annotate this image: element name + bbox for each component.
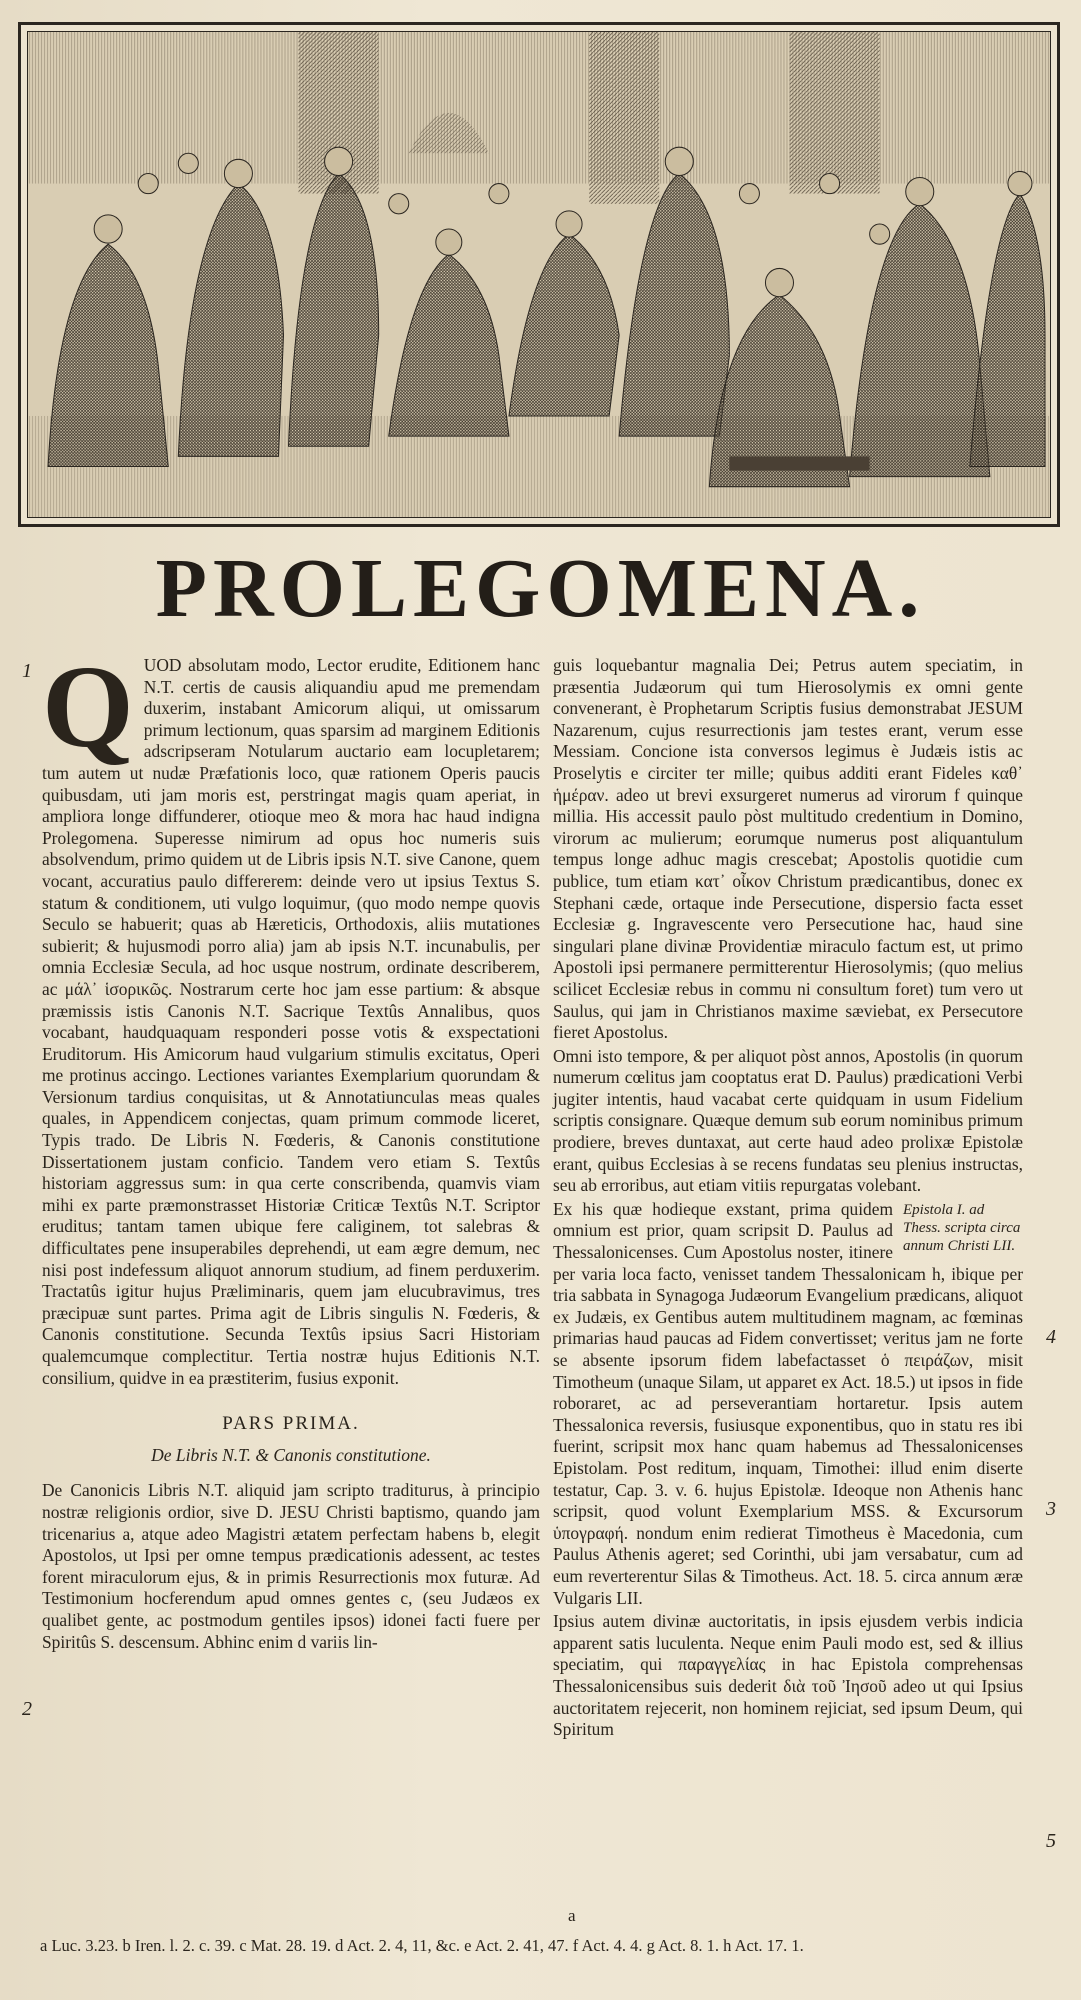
engraving-image [27,31,1051,518]
paragraph-thessalonians: Ex his quæ hodieque exstant, prima quidem omnium est prior, quam scripsit D. Paulus ad Thessalonicenses. Cum Apostolus noster, itinere per varia loca facto, venisset tandem Thessalonicam h, ibique per tria sabbata in Synagoga Judæorum Evangelium prædicans, aliquot ex Judæis, ex Gentibus autem multitudinem magnam, ac fœminas primarias haud paucas ad Fidem convertisset; veritus jam ne forte se absente ipsorum fidem labefactasset ὁ πειράζων, misit Timotheum (unaque Silam, ut apparet ex Act. 18.5.) ut ipsos in fide roboraret, ac ad perseverantiam hortaretur. Ipsis autem Thessalonica reversis, fusiusque exponentibus, quo in statu res ibi fuerint, scripsit mox hanc quam habemus ad Thessalonicenses Epistolam. Post reditum, inquam, Timothei: illud enim diserte testatur, Cap. 3. v. 6. hujus Epistolæ. Ideoque non Athenis hanc scripsit, quod volunt Exemplarium MSS. & Excursorum ὑπογραφή. nondum enim redierat Timotheus è Macedonia, cum Paulus Athenis ageret; sed Corinthi, ubi jam versabatur, cum ad eum reverterentur Silas & Timotheus. Act. 18. 5. circa annum æræ Vulgaris LII. [553,1198,1023,1608]
margin-number-5: 5 [1046,1830,1056,1852]
margin-number-2: 2 [22,1698,32,1720]
section-subheading: De Libris N.T. & Canonis constitutione. [151,1444,431,1465]
margin-number-1: 1 [22,660,32,682]
margin-number-3: 3 [1046,1498,1056,1520]
paragraph-authority: Ipsius autem divinæ auctoritatis, in ipsis ejusdem verbis indicia apparent satis luculenta. Neque enim Pauli modo est, sed & illius speciatim, qui παραγγελίας in hac Epistola comprehensas Thessalonicensibus suis dederit διὰ τοῦ Ἰησοῦ adeo ut qui Ipsius auctoritatem rejecerit, non hominem rejiciat, sed ipsum Deum, qui Spiritum [553,1611,1023,1740]
footnotes: a Luc. 3.23. b Iren. l. 2. c. 39. c Mat. 28. 19. d Act. 2. 4, 11, &c. e Act. 2. 41, 47. f Act. 4. 4. g Act. 8. 1. h Act. 17. 1. [40,1936,804,1955]
engraving-illustration [28,32,1050,517]
paragraph-intro-text: UOD absolutam modo, Lector erudite, Editionem hanc N.T. certis de causis aliquandiu apud me premendam duxerim, instabant Amicorum aliqui, ut omissarum primum lectionum, quas sparsim ad marginem Editionis adscripseram Notularum auctario eam locupletarem; tum autem ut nudæ Præfationis loco, quæ rationem Operis paucis quibusdam, uti jam moris est, perstringat magis quam aperiat, in ampliora longe diffunderer, otioque meo & mora hac haud indigna Prolegomena. Superesse nimirum ad opus hoc numeris suis absolvendum, primo quidem ut de Libris ipsis N.T. sive Canone, quem vocant, accuratius paulo differerem: deinde vero ut ipsius Textus S. statum & conditionem, uti vulgo loquimur, (quo modo nempe quovis Seculo se habuerit; quas ab Hæreticis, Orthodoxis, aliis mutationes subierit; & hujusmodi porro alia) jam ab ipsis N.T. incunabulis, per omnia Ecclesiæ Secula, ad hoc usque nostrum, ordinate describerem, ac μάλ᾽ ἱσορικῶς. Nostrarum certe hoc jam esse partium: & absque præmissis istis Canonis N.T. Sacrique Textûs Annalibus, quos vocabant, haudquaquam responderi posse votis & exspectationi Eruditorum. His Amicorum haud vulgarium stimulis excitatus, Operi me protinus accingo. Lectiones variantes Exemplarium quorundam & Versionum tardius conquisitas, ut & Annotatiunculas meas quales quales, in Appendicem conjectas, quam primum commode liceret, Typis trado. De Libris N. Fœderis, & Canonis constitutione Dissertationem justam conficio. Tandem vero etiam S. Textûs historiam aggressus sum: in qua certe conscribenda, quamvis viam mihi ex parte præmonstrasset Historiæ Criticæ Textûs N.T. Scriptor eruditus; tantam tamen ubique fere caliginem, tot salebras & difficultates pene insuperabiles deprehendi, ut eam ægre demum, nec nisi post indefessum aliquot annorum studium, ad finem perduxerim. Tractatûs igitur hujus Præliminaris, quem jam elucubravimus, tres præcipuæ sunt partes. Prima agit de Libris singulis N. Fœderis, & Canonis constitutione. Secunda Textûs ipsius Sacri Historiam qualemcumque complectitur. Tertia nostræ hujus Editionis N.T. consilium, quidve in ea præstiterim, fusius exponit. [42,655,540,1388]
margin-note: Epistola I. ad Thess. scripta circa annum Christi LII. [903,1201,1021,1254]
signature-mark: a [568,1906,576,1925]
paragraph-intro [42,641,540,1389]
page-title: PROLEGOMENA. [155,542,926,635]
paragraph-continuation: guis loquebantur magnalia Dei; Petrus autem speciatim, in præsentia Judæorum qui tum Hierosolymis ex omni gente convenerant, è Prophetarum Scriptis fusius demonstrabat JESUM Nazarenum, cujus resurrectionis jam testes erant, verum esse Messiam. Concione ista conversos legimus è Judæis istis ac Proselytis e circiter ter mille; quibus additi erant Fideles καθ᾽ ἡμέραν. adeo ut brevi exsurgeret numerus ad virorum f quinque millia. His accessit paulo pòst multitudo credentium in Domino, virorum ac mulierum; eorumque numerus post aliquantulum tempus longe adhuc magis crescebat; Apostolis quotidie cum publice, tum etiam κατ᾽ οἶκον Christum prædicantibus, donec ex Stephani cæde, ortaque inde Persecutione, dispersio facta esset Ecclesiæ g. Ingravescente vero Persecutione hac, haud sine singulari plane divinæ Providentiæ miraculo factum est, ut primo Apostoli ipsi permanere permitterentur Hierosolymis; (quo melius scilicet Ecclesiæ rebus in commu ni consultum foret) tum vero ut Saulus, qui jam in Christianos maxime sæviebat, ex Persecutore fieret Apostolus. [553,655,1023,1043]
section-heading: PARS PRIMA. [222,1413,360,1435]
paragraph-apostles: Omni isto tempore, & per aliquot pòst annos, Apostolis (in quorum numerum cœlitus jam cooptatus erat D. Paulus) prædicationi Verbi jugiter intentis, haud vacabat certe quidquam in usum Fidelium scriptis consignare. Quæque demum sub eorum nominibus primum prodiere, breves duntaxat, aut certe haud adeo prolixæ Epistolæ erant, quibus Ecclesias à se recens fundatas seu plenius instructas, seu ab erroribus, aut etiam vitiis repurgatas volebant. [553,1045,1023,1196]
left-column [42,641,540,1655]
margin-number-4: 4 [1046,1326,1056,1348]
right-column [553,655,1023,1743]
drop-cap: Q [42,641,134,772]
engraving-frame [18,22,1060,527]
paragraph-canon: De Canonicis Libris N.T. aliquid jam scripto traditurus, à principio nostræ religionis ordior, sive D. JESU Christi baptismo, quando jam tricenarius a, atque adeo Magistri ætatem perfectam habens b, elegit Apostolos, ut Ipsi per omne tempus prædicationis adessent, ac testes forent miraculorum ejus, & in primis Resurrectionis mox futuræ. Ad Testimonium hocferendum apud omnes gentes c, (seu Judæos ex qualibet gente, ac postmodum gentiles ipsos) idonei facti fuere per Spiritûs S. descensum. Abhinc enim d variis lin- [42,1480,540,1652]
